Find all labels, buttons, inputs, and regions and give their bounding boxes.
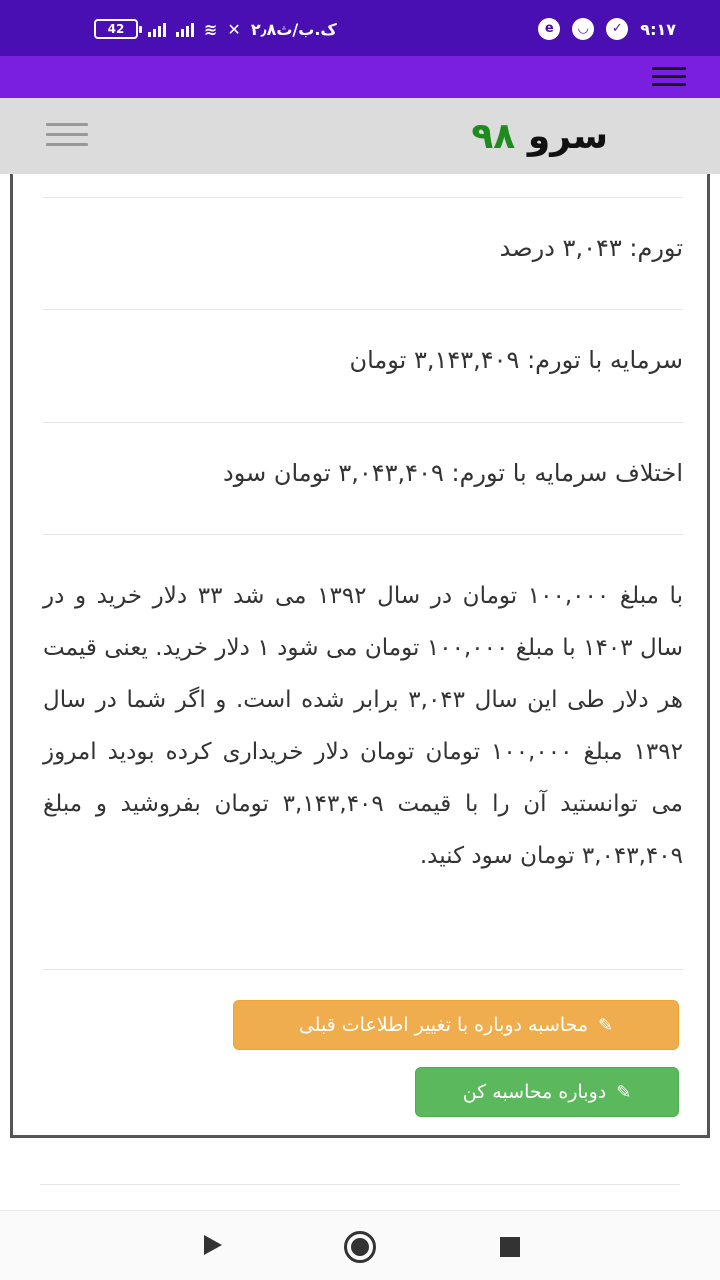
recalc-label: دوباره محاسبه کن xyxy=(462,1081,607,1103)
status-right xyxy=(538,18,676,40)
browser-icon: e xyxy=(538,18,560,40)
pencil-icon: ✎ xyxy=(598,1014,614,1036)
clock: ۹:۱۷ xyxy=(640,19,676,39)
recent-apps-icon[interactable] xyxy=(500,1237,520,1257)
logo-text: سرو xyxy=(527,116,608,157)
divider xyxy=(43,422,683,423)
system-nav-bar xyxy=(0,1210,720,1280)
divider xyxy=(43,197,683,198)
status-left xyxy=(94,18,337,40)
status-bar xyxy=(0,0,720,56)
site-logo[interactable] xyxy=(471,116,608,157)
capital-with-inflation: سرمایه با تورم: ۳,۱۴۳,۴۰۹ تومان xyxy=(349,346,683,374)
recalc-with-change-label: محاسبه دوباره با تغییر اطلاعات قبلی xyxy=(298,1014,589,1036)
back-icon[interactable] xyxy=(204,1235,222,1255)
site-menu-button[interactable] xyxy=(46,123,88,153)
signal-icon-2 xyxy=(176,21,194,37)
battery-icon xyxy=(94,19,138,39)
battery-level: 42 xyxy=(107,22,125,36)
logo-number: ۹۸ xyxy=(471,116,516,157)
divider xyxy=(43,969,683,970)
mute-icon: ✕ xyxy=(227,19,241,39)
divider xyxy=(43,534,683,535)
network-speed: ۲٫۸ک.ب/ث xyxy=(250,19,337,39)
recalc-button[interactable] xyxy=(415,1067,679,1117)
hamburger-menu-icon[interactable] xyxy=(652,67,686,91)
check-shield-icon: ✓ xyxy=(606,18,628,40)
divider xyxy=(40,1184,680,1185)
result-card xyxy=(10,174,710,1138)
inflation-result: تورم: ۳,۰۴۳ درصد xyxy=(499,234,683,262)
capital-difference: اختلاف سرمایه با تورم: ۳,۰۴۳,۴۰۹ تومان سود xyxy=(223,459,683,487)
signal-icon xyxy=(148,21,166,37)
pencil-icon: ✎ xyxy=(616,1081,632,1103)
home-icon[interactable] xyxy=(344,1231,376,1263)
top-strip xyxy=(0,56,720,98)
explanation-paragraph: با مبلغ ۱۰۰,۰۰۰ تومان در سال ۱۳۹۲ می شد ۳۳ دلار خرید و در سال ۱۴۰۳ با مبلغ ۱۰۰,۰۰۰ تومان می شود ۱ دلار خرید. یعنی قیمت هر دلار طی این سال ۳,۰۴۳ برابر شده است. و اگر شما در سال ۱۳۹۲ مبلغ ۱۰۰,۰۰۰ تومان تومان دلار خریداری کرده بودید امروز می توانستید آن را با قیمت ۳,۱۴۳,۴۰۹ تومان بفروشید و مبلغ ۳,۰۴۳,۴۰۹ تومان سود کنید. xyxy=(43,583,684,869)
divider xyxy=(43,309,683,310)
site-header xyxy=(0,98,720,174)
recalc-with-change-button[interactable] xyxy=(233,1000,679,1050)
basket-icon: ◡ xyxy=(572,18,594,40)
wifi-icon: ≋ xyxy=(204,19,218,39)
